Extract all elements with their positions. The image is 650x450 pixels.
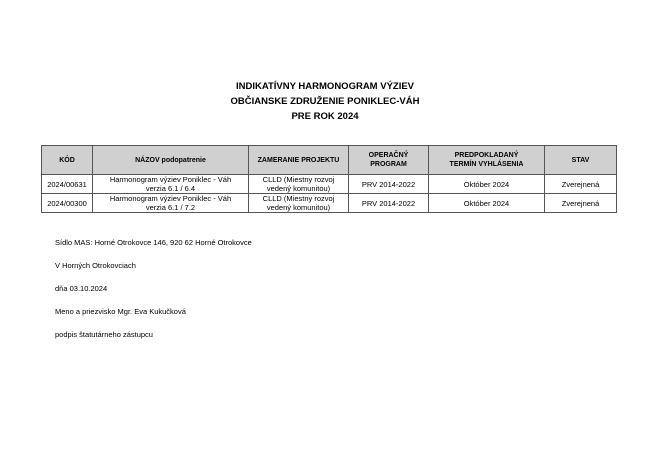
seat-address: Sídlo MAS: Horné Otrokovce 146, 920 62 Horné Otrokovce [55,238,252,247]
signature-caption: podpis štatutárneho zástupcu [55,330,153,339]
table-row [42,175,617,194]
cell-focus: CLLD (Miestny rozvoj vedený komunitou) [249,175,349,194]
header-focus: ZAMERANIE PROJEKTU [249,146,349,175]
signatory-name: Meno a priezvisko Mgr. Eva Kukučková [55,307,186,316]
title-line-3: PRE ROK 2024 [291,111,359,122]
table-row [42,194,617,213]
cell-code: 2024/00631 [42,175,93,194]
header-status: STAV [545,146,617,175]
cell-status: Zverejnená [545,194,617,213]
title-line-1: INDIKATÍVNY HARMONOGRAM VÝZIEV [235,81,415,92]
header-announcement-date: PREDPOKLADANÝ TERMÍN VYHLÁSENIA [429,146,545,175]
schedule-table [41,145,617,213]
cell-date: Október 2024 [429,175,545,194]
document-footer [55,237,252,352]
table-header-row [42,146,617,175]
cell-focus: CLLD (Miestny rozvoj vedený komunitou) [249,194,349,213]
title-line-2: OBČIANSKE ZDRUŽENIE PONIKLEC-VÁH [230,96,420,107]
cell-date: Október 2024 [429,194,545,213]
cell-program: PRV 2014-2022 [349,175,429,194]
header-code: KÓD [42,146,93,175]
signing-place: V Horných Otrokovciach [55,261,136,270]
cell-name: Harmonogram výziev Poniklec - Váh verzia 6.1 / 7.2 [93,194,249,213]
header-name: NÁZOV podopatrenie [93,146,249,175]
cell-program: PRV 2014-2022 [349,194,429,213]
header-program: OPERAČNÝ PROGRAM [349,146,429,175]
signing-date: dňa 03.10.2024 [55,284,108,293]
cell-status: Zverejnená [545,175,617,194]
cell-name: Harmonogram výziev Poniklec - Váh verzia 6.1 / 6.4 [93,175,249,194]
cell-code: 2024/00300 [42,194,93,213]
document-title [0,79,650,124]
